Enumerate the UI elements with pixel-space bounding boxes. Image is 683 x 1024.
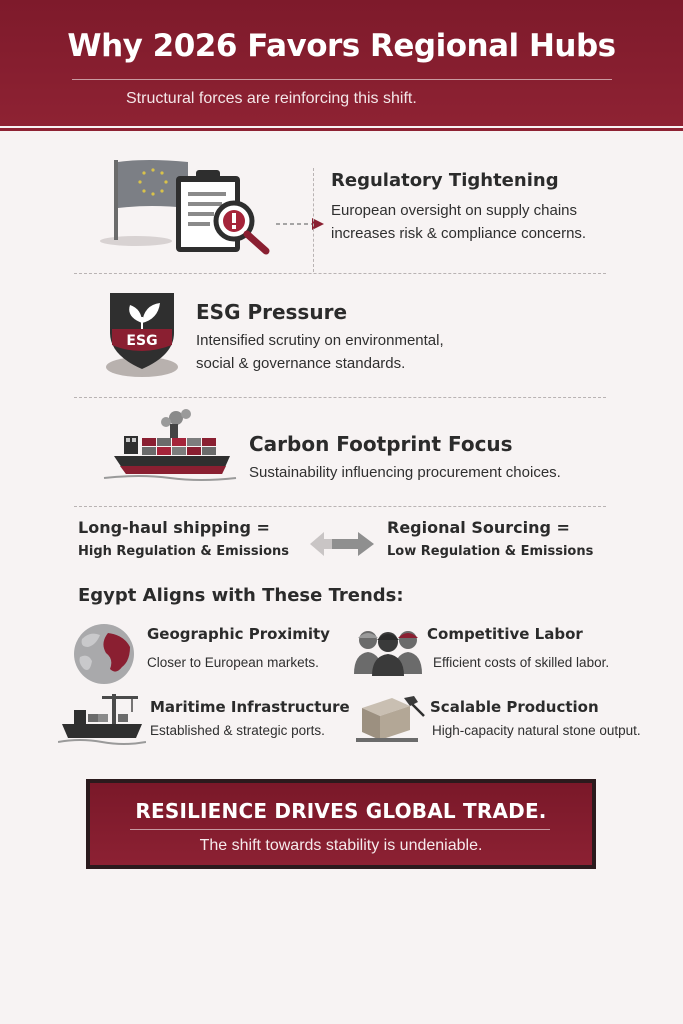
- esg-shield-icon: [104, 289, 182, 379]
- force-desc-line: increases risk & compliance concerns.: [331, 225, 587, 242]
- section-heading: Egypt Aligns with These Trends:: [78, 585, 404, 606]
- banner-rule: [130, 829, 550, 830]
- force-desc: [249, 461, 561, 484]
- conclusion-banner: [86, 779, 596, 869]
- force-desc: [196, 329, 444, 375]
- section-divider: [74, 397, 606, 398]
- comparison-right-title: Regional Sourcing =: [387, 518, 570, 537]
- pointer-arrow-icon: [276, 217, 326, 231]
- section-divider: [74, 273, 606, 274]
- esg-label: ESG: [126, 333, 158, 349]
- stone-block-icon: [352, 694, 428, 746]
- force-desc-line: European oversight on supply chains: [331, 202, 577, 219]
- header-underline: [0, 128, 683, 131]
- globe-icon: [70, 621, 140, 687]
- comparison-right-sub: Low Regulation & Emissions: [387, 544, 594, 559]
- comparison-left-sub: High Regulation & Emissions: [78, 544, 290, 559]
- banner-title: RESILIENCE DRIVES GLOBAL TRADE.: [135, 799, 547, 823]
- workers-icon: [350, 626, 426, 676]
- force-title: Regulatory Tightening: [331, 170, 559, 191]
- comparison-left-title: Long-haul shipping =: [78, 518, 270, 537]
- force-desc-line: Intensified scrutiny on environmental,: [196, 332, 444, 349]
- trend-desc: High-capacity natural stone output.: [432, 723, 641, 738]
- page-title: Why 2026 Favors Regional Hubs: [67, 28, 616, 64]
- trend-desc: Established & strategic ports.: [150, 723, 325, 738]
- banner-subtitle: The shift towards stability is undeniable.: [199, 837, 483, 854]
- trend-title: Scalable Production: [430, 698, 599, 716]
- force-desc-line: social & governance standards.: [196, 355, 406, 372]
- trend-title: Maritime Infrastructure: [150, 698, 350, 716]
- trend-desc: Efficient costs of skilled labor.: [433, 655, 610, 670]
- force-title: Carbon Footprint Focus: [249, 432, 513, 456]
- trend-desc: Closer to European markets.: [147, 655, 319, 670]
- port-ship-icon: [58, 692, 146, 748]
- title-rule: [72, 79, 612, 80]
- trend-title: Geographic Proximity: [147, 625, 330, 643]
- vertical-divider: [313, 168, 314, 272]
- cargo-ship-icon: [100, 408, 240, 486]
- double-arrow-icon: [308, 528, 376, 560]
- page-subtitle: Structural forces are reinforcing this shift.: [126, 90, 417, 107]
- force-title: ESG Pressure: [196, 300, 348, 324]
- section-divider: [74, 506, 606, 507]
- force-desc-line: Sustainability influencing procurement choices.: [249, 464, 561, 481]
- force-desc: [331, 199, 586, 245]
- regulation-icon: [96, 158, 276, 258]
- trend-title: Competitive Labor: [427, 625, 583, 643]
